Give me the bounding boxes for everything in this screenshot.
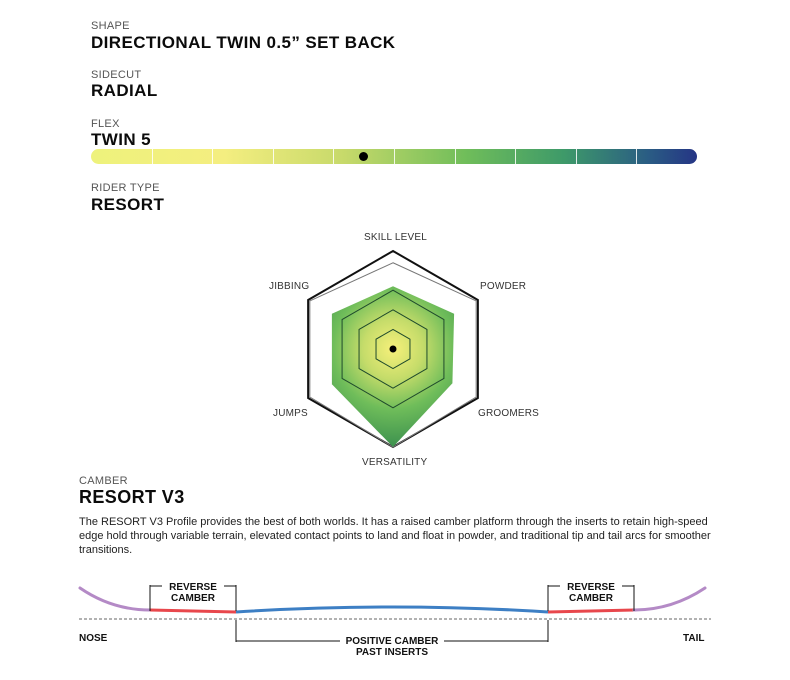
profile-reverse-camber-right <box>548 610 634 612</box>
camber-description: The RESORT V3 Profile provides the best of both worlds. It has a raised camber platform through the inserts to retain high-speed edge hold through variable terrain, elevated contact points to land and float in powder, and traditional tip and tail arcs for smoother transitions. <box>79 516 711 556</box>
rider-type-label: RIDER TYPE <box>91 182 160 194</box>
radar-label-groomers: GROOMERS <box>478 408 540 419</box>
reverse-camber-left-line1: REVERSE <box>169 582 217 593</box>
reverse-camber-left-line2: CAMBER <box>171 593 215 604</box>
flex-value: TWIN 5 <box>91 130 152 149</box>
profile-reverse-camber-left <box>150 610 236 612</box>
rider-type-value: RESORT <box>91 195 165 214</box>
sidecut-value: RADIAL <box>91 81 158 100</box>
positive-camber-label <box>322 636 462 658</box>
radar-label-powder: POWDER <box>480 281 527 292</box>
profile-positive-camber <box>236 607 548 612</box>
radar-label-jibbing: JIBBING <box>269 281 310 292</box>
positive-camber-line2: PAST INSERTS <box>355 647 429 658</box>
reverse-camber-right-label <box>561 582 621 604</box>
radar-label-skill-level: SKILL LEVEL <box>364 232 427 243</box>
profile-tail-tip <box>634 588 705 610</box>
shape-value: DIRECTIONAL TWIN 0.5” SET BACK <box>91 33 396 52</box>
camber-value: RESORT V3 <box>79 487 185 507</box>
reverse-camber-right-line1: REVERSE <box>567 582 615 593</box>
reverse-camber-right-line2: CAMBER <box>569 593 613 604</box>
flex-label: FLEX <box>91 118 120 130</box>
radar-label-versatility: VERSATILITY <box>362 457 428 468</box>
tail-label: TAIL <box>683 633 705 644</box>
sidecut-label: SIDECUT <box>91 69 142 81</box>
profile-nose-tip <box>80 588 150 610</box>
reverse-camber-left-label <box>163 582 223 604</box>
shape-label: SHAPE <box>91 20 130 32</box>
positive-camber-line1: POSITIVE CAMBER <box>345 636 439 647</box>
nose-label: NOSE <box>79 633 108 644</box>
camber-label: CAMBER <box>79 475 128 487</box>
radar-label-jumps: JUMPS <box>273 408 308 419</box>
